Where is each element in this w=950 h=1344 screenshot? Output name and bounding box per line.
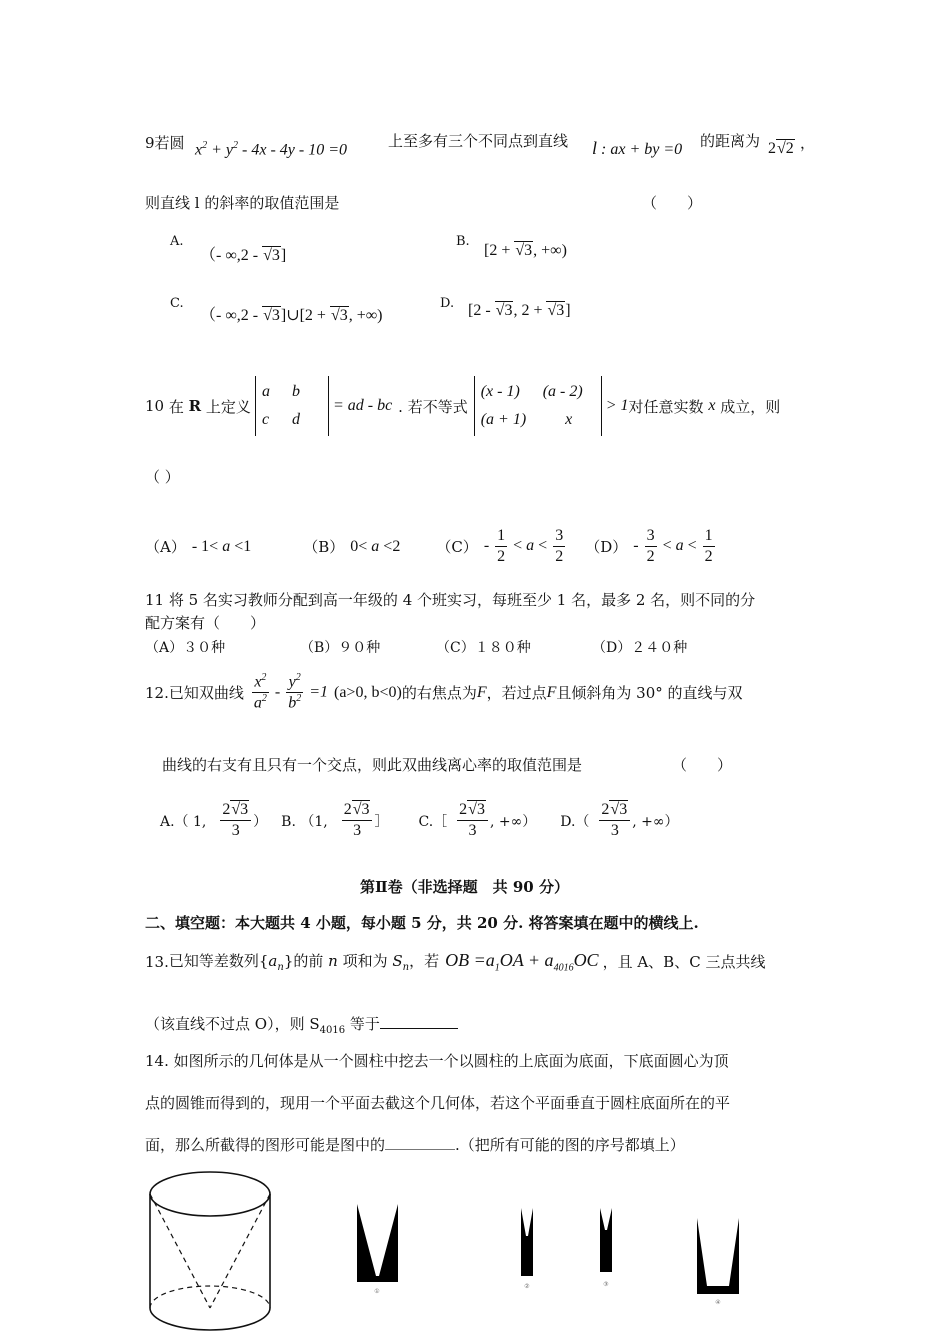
q12-option-c-frac: $\frac{2√3}{3}$ — [457, 800, 488, 841]
q11-option-c: （C）１８０种 — [436, 640, 531, 656]
q9-text-2: 上至多有三个不同点到直线 — [388, 132, 569, 150]
q12-option-a-label: A.（ 1, — [160, 813, 207, 830]
q9-answer-paren: （ ） — [642, 194, 703, 212]
q10-option-d-label: （D） — [585, 538, 628, 556]
q12-hyperbola: $\frac{x^2}{a^2}$ - $\frac{y^2}{b^2}$ =1 — [253, 672, 328, 712]
q10-text-5: 成立，则 — [720, 397, 781, 416]
q12-option-d-tail: , +∞） — [632, 813, 679, 830]
q9-option-a-label: A. — [170, 234, 184, 249]
q14-line3 — [145, 1134, 685, 1155]
q11-option-a: （A）３０种 — [145, 640, 226, 656]
q14-line3-tail: .（把所有可能的图的序号都填上） — [455, 1136, 685, 1154]
q9-text-3: 的距离为 — [700, 132, 761, 150]
q12-text-4: 且倾斜角为 30° 的直线与双 — [556, 684, 743, 703]
section-figure-1 — [355, 1200, 400, 1296]
q9-option-d: [2 - √3, 2 + √3] — [468, 302, 571, 319]
q9-option-b: [2 + √3, +∞) — [484, 242, 567, 259]
q10-options — [145, 526, 717, 567]
q9-line2: 则直线 l 的斜率的取值范围是 — [145, 194, 340, 212]
q12-option-a-tail: ） — [253, 813, 268, 830]
q10-number: 10 — [145, 397, 165, 415]
q12-option-c-tail: , +∞） — [489, 813, 537, 830]
q10-var-x: x — [708, 397, 716, 414]
q9-option-c: （- ∞,2 - √3]∪[2 + √3, +∞) — [200, 307, 383, 324]
q12-text-2: 的右焦点为 — [401, 684, 477, 703]
q12-option-b-frac: $\frac{2√3}{3}$ — [342, 800, 373, 841]
q11-option-b: （B）９０种 — [300, 640, 381, 656]
q10-option-b: 0< a <2 — [350, 537, 401, 555]
q10-answer-paren: （ ） — [145, 468, 180, 486]
q12-options — [160, 800, 679, 841]
q9-text-4: ， — [800, 134, 816, 152]
q12-line1 — [145, 672, 743, 714]
q10-option-d: - $\frac{3}{2}$ < a < $\frac{1}{2}$ — [633, 527, 713, 565]
q9-option-d-label: D. — [440, 296, 455, 311]
figure-4-label: ④ — [715, 1299, 721, 1306]
q10-option-c-label: （C） — [436, 538, 478, 556]
q9-text-1: 若圆 — [154, 134, 185, 152]
q13-answer-blank[interactable] — [380, 1014, 458, 1029]
q10-text-1: 在 — [168, 397, 184, 416]
q13-vector-equation: OB $=a_1OA + a_{4016}OC$ — [445, 950, 599, 974]
q10-determinant-inequality: (x - 1) (a - 2) (a + 1) x — [474, 376, 602, 436]
q14-line1: 14. 如图所示的几何体是从一个圆柱中挖去一个以圆柱的上底面为底面，下底面圆心为顶 — [145, 1052, 729, 1070]
q9-option-a: （- ∞,2 - √3] — [200, 247, 287, 264]
q12-option-d-frac: $\frac{2√3}{3}$ — [599, 800, 630, 841]
q12-option-c-label: C.［ — [418, 813, 448, 830]
q9-circle-equation: $x^2 + y^2 - 4x - 4y - 10 =0$ — [195, 140, 347, 159]
q9-option-b-label: B. — [456, 234, 470, 249]
q12-condition: (a>0, b<0) — [334, 683, 402, 701]
q12-F: F — [476, 683, 487, 701]
section-figure-4 — [695, 1216, 741, 1306]
q10-line1 — [145, 376, 780, 436]
q14-line3-text: 面，那么所截得的图形可能是图中的 — [145, 1136, 386, 1154]
q9-line-equation: l : ax + by =0 — [592, 138, 683, 158]
q10-option-c: - $\frac{1}{2}$ < a < $\frac{3}{2}$ — [483, 527, 564, 565]
q9-line1 — [145, 132, 185, 153]
q12-text-3: ，若过点 — [486, 684, 547, 703]
q12-option-b-label: B. （1, — [281, 813, 328, 830]
q9-distance: 2√2 — [768, 140, 794, 157]
q14-answer-blank[interactable] — [385, 1135, 455, 1150]
section-title: 第Ⅱ卷（非选择题 共 90 分） — [360, 878, 569, 896]
q13-line1 — [145, 950, 765, 974]
q10-R: R — [188, 397, 202, 415]
section-figure-2 — [519, 1206, 535, 1292]
q12-text-1: 已知双曲线 — [168, 684, 244, 703]
q13-number: 13. — [145, 952, 169, 971]
section-part2-heading: 二、填空题：本大题共 4 小题，每小题 5 分，共 20 分. 将答案填在题中的横线上. — [145, 914, 699, 932]
q10-text-4: 对任意实数 — [628, 397, 704, 416]
q12-option-a-frac: $\frac{2√3}{3}$ — [220, 800, 251, 841]
q10-option-a: - 1< a <1 — [191, 537, 252, 555]
q12-number: 12. — [145, 683, 169, 702]
q10-option-a-label: （A） — [145, 538, 186, 556]
q9-option-c-label: C. — [170, 296, 184, 311]
q13-line2-text: （该直线不过点 O），则 $S_{4016}$ 等于 — [145, 1015, 380, 1036]
q10-determinant-def: a b c d — [255, 376, 329, 436]
q11-line2: 配方案有（ ） — [145, 614, 266, 632]
figure-3-label: ③ — [603, 1281, 609, 1288]
q12-option-b-tail: ］ — [374, 813, 389, 830]
q10-text-2: 上定义 — [205, 397, 251, 416]
figure-2-label: ② — [524, 1283, 530, 1290]
q12-line2: 曲线的右支有且只有一个交点，则此双曲线离心率的取值范围是 — [162, 756, 583, 774]
q10-definition-rhs: = ad - bc — [332, 397, 393, 414]
q10-inequality-rhs: > 1 — [605, 397, 629, 414]
q11-line1: 11 将 5 名实习教师分配到高一年级的 4 个班实习，每班至少 1 名，最多 2 名，则不同的分 — [145, 591, 756, 609]
q11-option-d: （D）２４０种 — [592, 640, 688, 656]
q13-line2 — [145, 1013, 458, 1036]
cylinder-cone-figure — [140, 1168, 280, 1338]
q13-text-2: ，且 A、B、C 三点共线 — [602, 953, 766, 972]
q9-number: 9 — [145, 134, 155, 152]
figure-1-label: ① — [374, 1288, 380, 1295]
q12-F-2: F — [546, 683, 557, 701]
q10-option-b-label: （B） — [303, 538, 345, 556]
q13-text-1: 已知等差数列$\{a_n\}$的前 n 项和为 $S_n$，若 — [168, 952, 440, 974]
q14-line2: 点的圆锥而得到的，现用一个平面去截这个几何体，若这个平面垂直于圆柱底面所在的平 — [145, 1094, 731, 1112]
q12-option-d-label: D.（ — [560, 813, 590, 830]
q10-text-3: . 若不等式 — [398, 397, 468, 416]
section-figure-3 — [598, 1206, 614, 1292]
q12-answer-paren: （ ） — [672, 756, 733, 774]
